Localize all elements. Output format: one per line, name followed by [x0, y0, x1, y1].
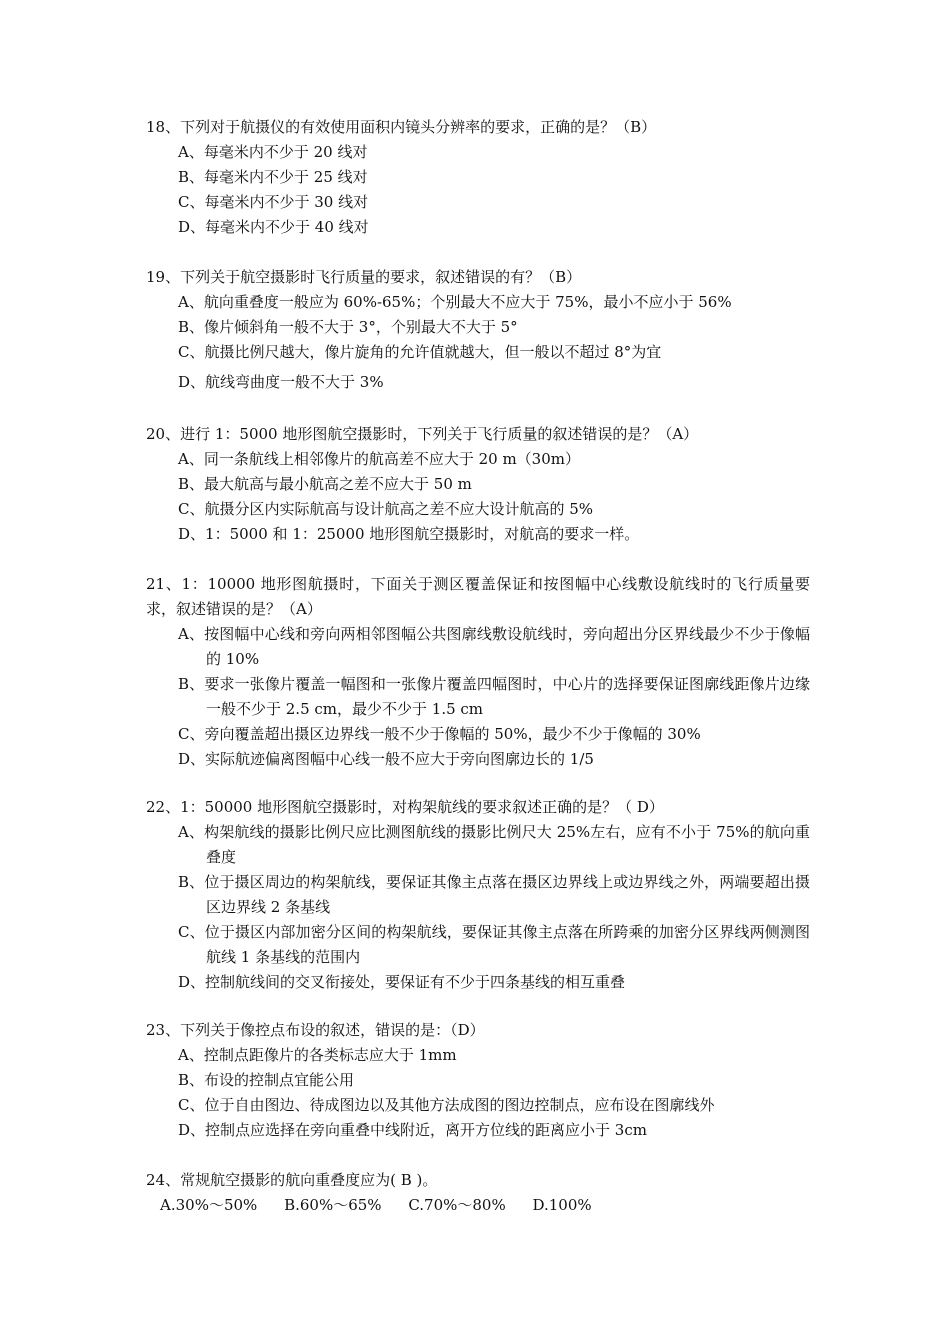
option-b: B、像片倾斜角一般不大于 3°，个别最大不大于 5° [178, 318, 518, 336]
question-23 [146, 1018, 810, 1143]
question-title: 19、下列关于航空摄影时飞行质量的要求，叙述错误的有？（B） [146, 268, 582, 286]
inline-options [146, 1193, 810, 1218]
question-title: 18、下列对于航摄仪的有效使用面积内镜头分辨率的要求，正确的是？（B） [146, 118, 657, 136]
question-title: 24、常规航空摄影的航向重叠度应为( B )。 [146, 1171, 438, 1189]
option-c: C、航摄比例尺越大，像片旋角的允许值就越大，但一般以不超过 8°为宜 [178, 343, 662, 361]
option-a: A、按图幅中心线和旁向两相邻图幅公共图廓线敷设航线时，旁向超出分区界线最少不少于像幅的 10% [178, 625, 810, 668]
option-b: B、要求一张像片覆盖一幅图和一张像片覆盖四幅图时，中心片的选择要保证图廓线距像片边缘一般不少于 2.5 cm，最少不少于 1.5 cm [178, 675, 810, 718]
option-b: B.60%～65% [284, 1196, 382, 1214]
option-c: C、旁向覆盖超出摄区边界线一般不少于像幅的 50%，最少不少于像幅的 30% [178, 725, 701, 743]
question-20 [146, 422, 810, 547]
option-d: D、航线弯曲度一般不大于 3% [178, 373, 384, 391]
option-c: C.70%～80% [408, 1196, 506, 1214]
question-19 [146, 265, 810, 395]
option-b: B、每毫米内不少于 25 线对 [178, 168, 368, 186]
question-title: 20、进行 1：5000 地形图航空摄影时，下列关于飞行质量的叙述错误的是？（A） [146, 425, 699, 443]
question-22 [146, 795, 810, 995]
question-title: 22、1：50000 地形图航空摄影时，对构架航线的要求叙述正确的是？（ D） [146, 798, 664, 816]
option-a: A.30%～50% [160, 1196, 258, 1214]
option-d: D、1：5000 和 1：25000 地形图航空摄影时，对航高的要求一样。 [178, 525, 640, 543]
option-a: A、航向重叠度一般应为 60%-65%；个别最大不应大于 75%，最小不应小于 56% [178, 293, 732, 311]
option-b: B、布设的控制点宜能公用 [178, 1071, 355, 1089]
question-18 [146, 115, 810, 240]
option-a: A、构架航线的摄影比例尺应比测图航线的摄影比例尺大 25%左右，应有不小于 75%的航向重叠度 [178, 823, 810, 866]
option-d: D、控制航线间的交叉衔接处，要保证有不少于四条基线的相互重叠 [178, 973, 626, 991]
option-c: C、位于摄区内部加密分区间的构架航线，要保证其像主点落在所跨乘的加密分区界线两侧测图航线 1 条基线的范围内 [178, 923, 810, 966]
option-d: D.100% [532, 1196, 592, 1214]
option-a: A、同一条航线上相邻像片的航高差不应大于 20 m（30m） [178, 450, 580, 468]
option-a: A、每毫米内不少于 20 线对 [178, 143, 368, 161]
option-c: C、每毫米内不少于 30 线对 [178, 193, 369, 211]
option-c: C、位于自由图边、待成图边以及其他方法成图的图边控制点，应布设在图廓线外 [178, 1096, 715, 1114]
option-c: C、航摄分区内实际航高与设计航高之差不应大设计航高的 5% [178, 500, 594, 518]
option-d: D、控制点应选择在旁向重叠中线附近，离开方位线的距离应小于 3cm [178, 1121, 647, 1139]
question-21 [146, 572, 810, 772]
option-b: B、位于摄区周边的构架航线，要保证其像主点落在摄区边界线上或边界线之外，两端要超出摄区边界线 2 条基线 [178, 873, 810, 916]
question-title: 23、下列关于像控点布设的叙述，错误的是：（D） [146, 1021, 485, 1039]
option-b: B、最大航高与最小航高之差不应大于 50 m [178, 475, 472, 493]
option-d: D、每毫米内不少于 40 线对 [178, 218, 369, 236]
option-d: D、实际航迹偏离图幅中心线一般不应大于旁向图廓边长的 1/5 [178, 750, 594, 768]
question-24 [146, 1168, 810, 1218]
question-title: 21、1：10000 地形图航摄时，下面关于测区覆盖保证和按图幅中心线敷设航线时的飞行质量要求，叙述错误的是？（A） [146, 575, 810, 618]
option-a: A、控制点距像片的各类标志应大于 1mm [178, 1046, 457, 1064]
